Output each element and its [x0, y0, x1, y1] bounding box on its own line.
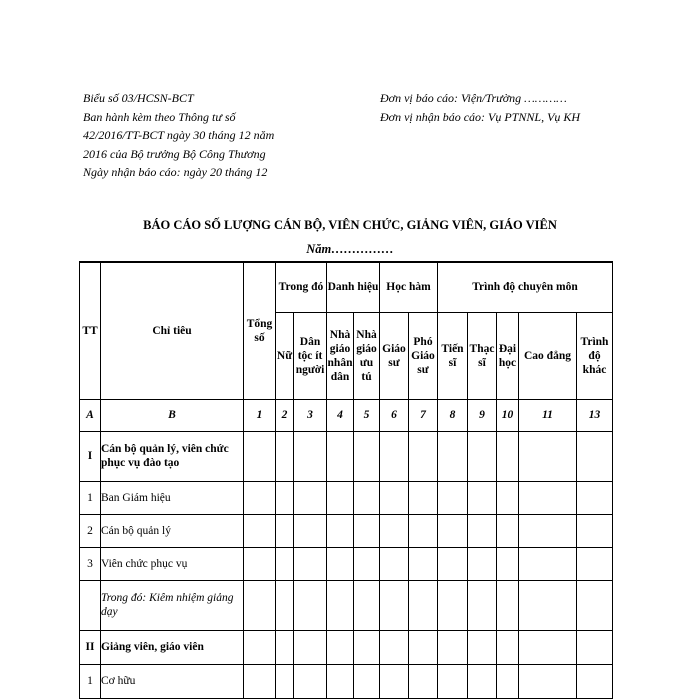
table-row — [80, 514, 613, 547]
column-number: A — [80, 399, 101, 431]
receiving-unit: Đơn vị nhận báo cáo: Vụ PTNNL, Vụ KH — [380, 109, 581, 124]
header-tien-si: Tiến sĩ — [438, 312, 468, 399]
row-label: Cán bộ quản lý, viên chức phục vụ đào tạo — [101, 431, 244, 481]
header-hoc-ham: Học hàm — [380, 262, 438, 312]
row-label: Viên chức phục vụ — [101, 547, 244, 580]
table-header — [80, 262, 613, 399]
row-tt: 3 — [80, 547, 101, 580]
column-number: 10 — [497, 399, 519, 431]
column-number: 3 — [294, 399, 327, 431]
legal-basis-line-3: 2016 của Bộ trưởng Bộ Công Thương — [83, 146, 266, 161]
row-label: Trong đó: Kiêm nhiệm giảng dạy — [101, 580, 244, 630]
header-trong-do: Trong đó — [276, 262, 327, 312]
column-number: 6 — [380, 399, 409, 431]
header-ngnd: Nhà giáo nhân dân — [327, 312, 354, 399]
row-tt: 1 — [80, 481, 101, 514]
column-number: 4 — [327, 399, 354, 431]
row-tt: II — [80, 630, 101, 664]
table-row — [80, 630, 613, 664]
header-trinh-do: Trình độ chuyên môn — [438, 262, 613, 312]
table-body — [80, 399, 613, 698]
table-row — [80, 431, 613, 481]
column-number: B — [101, 399, 244, 431]
header-cao-dang: Cao đẳng — [519, 312, 577, 399]
table-row — [80, 664, 613, 698]
header-chi-tieu: Chỉ tiêu — [101, 262, 244, 399]
reporting-units-block — [380, 89, 580, 126]
row-label: Cơ hữu — [101, 664, 244, 698]
form-reference-block — [83, 89, 353, 182]
column-number: 8 — [438, 399, 468, 431]
column-number: 1 — [244, 399, 276, 431]
column-number: 13 — [577, 399, 613, 431]
header-thac-si: Thạc sĩ — [468, 312, 497, 399]
column-number: 5 — [354, 399, 380, 431]
reporting-unit: Đơn vị báo cáo: Viện/Trường ………… — [380, 91, 567, 105]
receipt-date: Ngày nhận báo cáo: ngày 20 tháng 12 — [83, 165, 268, 179]
column-number: 2 — [276, 399, 294, 431]
header-danh-hieu: Danh hiệu — [327, 262, 380, 312]
column-number: 11 — [519, 399, 577, 431]
column-number-row — [80, 399, 613, 431]
header-tong-so: Tổng số — [244, 262, 276, 399]
header-giao-su: Giáo sư — [380, 312, 409, 399]
row-tt: I — [80, 431, 101, 481]
header-trinh-do-khac: Trình độ khác — [577, 312, 613, 399]
header-tt: TT — [80, 262, 101, 399]
header-dan-toc: Dân tộc ít người — [294, 312, 327, 399]
row-tt — [80, 580, 101, 630]
column-number: 9 — [468, 399, 497, 431]
table-row — [80, 580, 613, 630]
table-row — [80, 547, 613, 580]
legal-basis-line-1: Ban hành kèm theo Thông tư số — [83, 109, 236, 124]
header-pho-giao-su: Phó Giáo sư — [409, 312, 438, 399]
header-ngut: Nhà giáo ưu tú — [354, 312, 380, 399]
row-label: Ban Giám hiệu — [101, 481, 244, 514]
row-tt: 2 — [80, 514, 101, 547]
report-title: BÁO CÁO SỐ LƯỢNG CÁN BỘ, VIÊN CHỨC, GIẢNG VIÊN, GIÁO VIÊN — [143, 218, 557, 232]
staff-report-table — [79, 261, 613, 699]
legal-basis-line-2: 42/2016/TT-BCT ngày 30 tháng 12 năm — [83, 128, 275, 142]
column-number: 7 — [409, 399, 438, 431]
form-code: Biểu số 03/HCSN-BCT — [83, 91, 194, 105]
row-tt: 1 — [80, 664, 101, 698]
table-row — [80, 481, 613, 514]
header-dai-hoc: Đại học — [497, 312, 519, 399]
row-label: Giảng viên, giáo viên — [101, 630, 244, 664]
header-nu: Nữ — [276, 312, 294, 399]
row-label: Cán bộ quản lý — [101, 514, 244, 547]
report-year: Năm…………… — [306, 242, 394, 256]
